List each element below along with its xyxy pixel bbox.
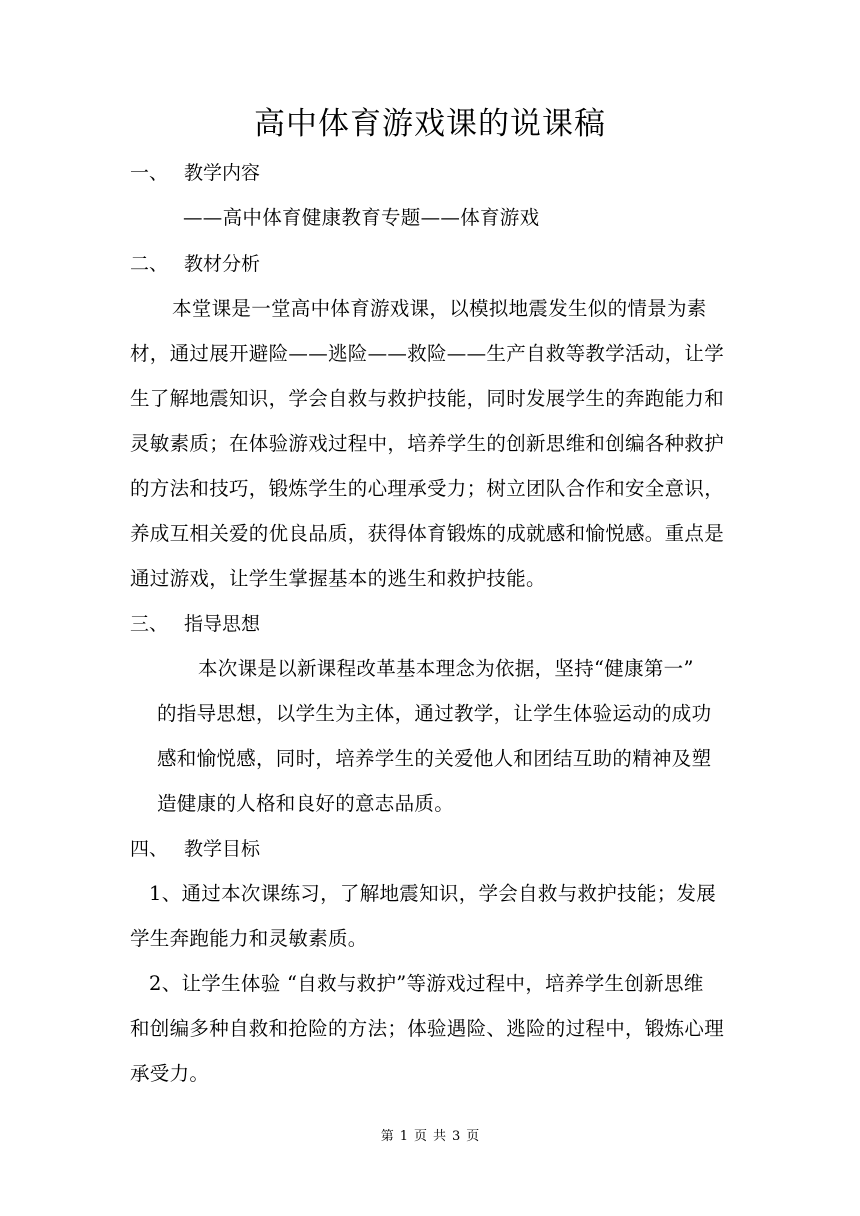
- section-heading-2: [130, 250, 260, 278]
- footer-label-ye2: 页: [466, 1129, 480, 1144]
- paragraph-line: 灵敏素质；在体验游戏过程中，培养学生的创新思维和创编各种救护: [130, 432, 725, 455]
- footer-page-number: 1: [399, 1129, 408, 1144]
- section-heading-4: [130, 835, 260, 863]
- section-heading-3: [130, 610, 260, 638]
- document-title: 高中体育游戏课的说课稿: [254, 106, 606, 142]
- section-title: 教材分析: [184, 253, 261, 275]
- footer-label-di: 第: [380, 1129, 394, 1144]
- paragraph-line: 和创编多种自救和抢险的方法；体验遇险、逃险的过程中，锻炼心理: [130, 1017, 725, 1040]
- footer-total-pages: 3: [452, 1129, 461, 1144]
- paragraph-line: 1、通过本次课练习，了解地震知识，学会自救与救护技能；发展: [149, 882, 717, 905]
- paragraph-line: 的方法和技巧，锻炼学生的心理承受力；树立团队合作和安全意识，: [130, 477, 725, 500]
- paragraph-line: 本堂课是一堂高中体育游戏课，以模拟地震发生似的情景为素: [172, 297, 707, 320]
- section-number: 二、: [130, 253, 169, 275]
- section-title: 指导思想: [184, 613, 261, 635]
- paragraph-line: 承受力。: [130, 1062, 210, 1085]
- paragraph-line: 感和愉悦感，同时，培养学生的关爱他人和团结互助的精神及塑: [157, 747, 712, 770]
- footer-label-ye: 页: [413, 1129, 427, 1144]
- paragraph-line: 造健康的人格和良好的意志品质。: [157, 792, 455, 815]
- page-footer: [0, 1128, 860, 1146]
- footer-label-gong: 共: [433, 1129, 447, 1144]
- section-number: 三、: [130, 613, 169, 635]
- section-number: 四、: [130, 838, 169, 860]
- paragraph-line: 学生奔跑能力和灵敏素质。: [130, 927, 368, 950]
- section-heading-1: [130, 159, 260, 187]
- paragraph-line: 的指导思想，以学生为主体，通过教学，让学生体验运动的成功: [157, 702, 712, 725]
- paragraph-line: 本次课是以新课程改革基本理念为依据，坚持“健康第一”: [198, 657, 694, 680]
- paragraph-line: 养成互相关爱的优良品质，获得体育锻炼的成就感和愉悦感。重点是: [130, 522, 725, 545]
- paragraph-line: 通过游戏，让学生掌握基本的逃生和救护技能。: [130, 567, 546, 590]
- paragraph-line: 材，通过展开避险——逃险——救险——生产自救等教学活动，让学: [130, 342, 724, 365]
- paragraph-line: 2、让学生体验 “自救与救护”等游戏过程中，培养学生创新思维: [149, 972, 704, 995]
- section-title: 教学内容: [184, 162, 261, 184]
- section-number: 一、: [130, 162, 169, 184]
- paragraph-line: 生了解地震知识，学会自救与救护技能，同时发展学生的奔跑能力和: [130, 387, 725, 410]
- section-title: 教学目标: [184, 838, 261, 860]
- paragraph-line: ——高中体育健康教育专题——体育游戏: [183, 206, 540, 229]
